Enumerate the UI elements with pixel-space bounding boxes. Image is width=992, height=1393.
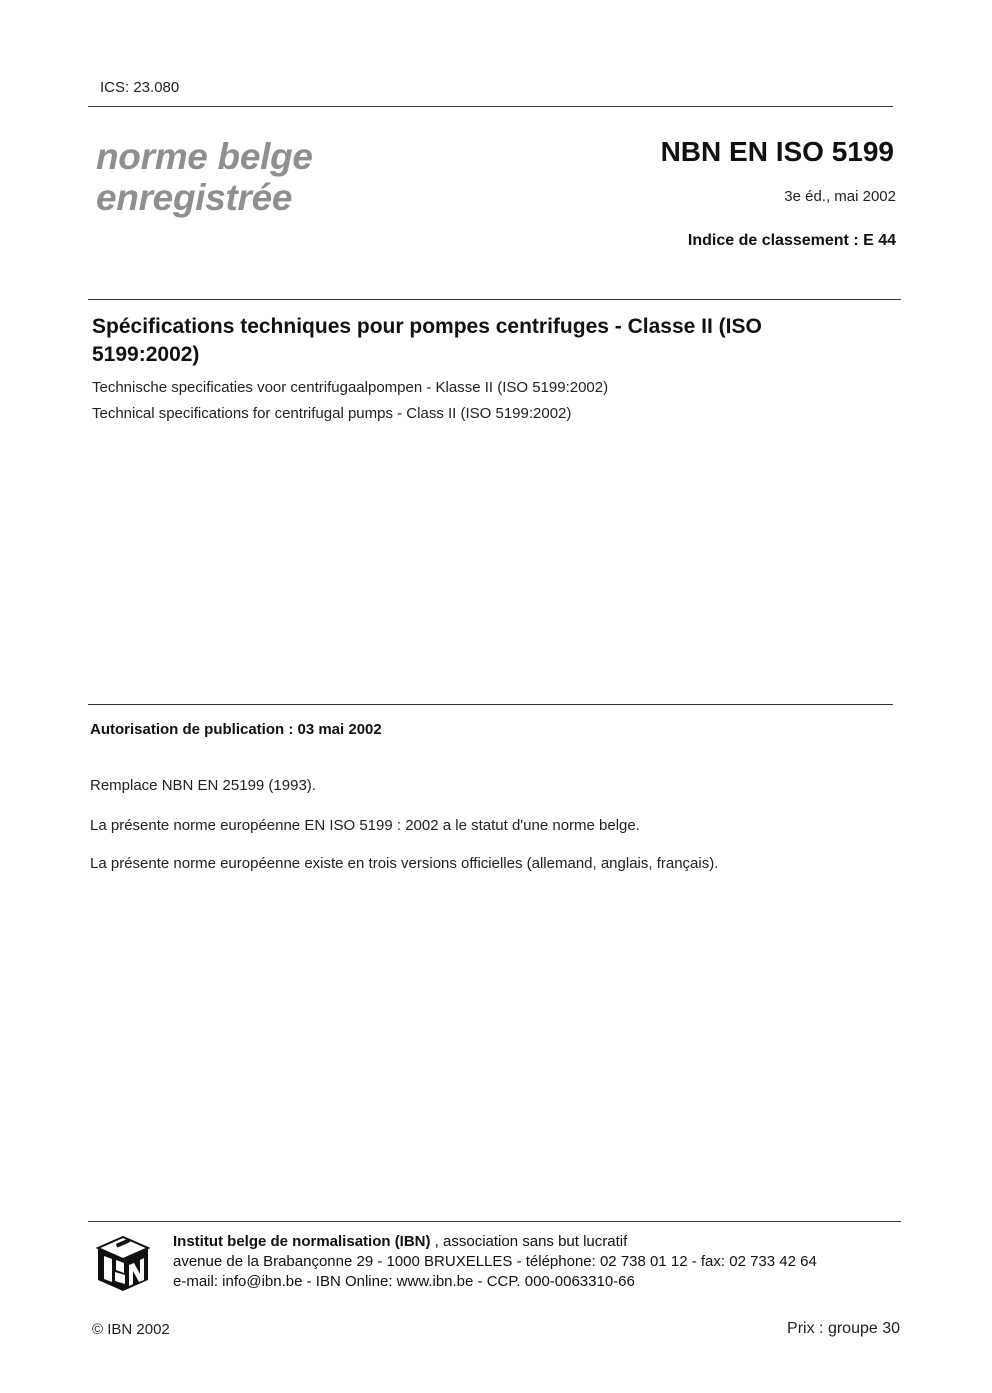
institute-address: avenue de la Brabançonne 29 - 1000 BRUXELLES - téléphone: 02 738 01 12 - fax: 02 733 42 64	[173, 1253, 817, 1270]
standard-number: NBN EN ISO 5199	[660, 136, 894, 167]
institute-name: Institut belge de normalisation (IBN)	[173, 1233, 431, 1250]
institute-contact: e-mail: info@ibn.be - IBN Online: www.ibn.be - CCP. 000-0063310-66	[173, 1273, 635, 1290]
publication-authorization: Autorisation de publication : 03 mai 2002	[90, 721, 382, 738]
header-divider	[88, 106, 893, 107]
footer-divider	[88, 1221, 901, 1222]
brand-title	[96, 136, 313, 218]
title-dutch: Technische specificaties voor centrifugaalpompen - Klasse II (ISO 5199:2002)	[92, 379, 609, 396]
classification-index: Indice de classement : E 44	[687, 232, 896, 249]
ics-code: ICS: 23.080	[100, 79, 180, 96]
ibn-logo-icon	[96, 1236, 150, 1292]
copyright: © IBN 2002	[92, 1321, 170, 1338]
versions-statement: La présente norme européenne existe en trois versions officielles (allemand, anglais, français).	[90, 855, 719, 872]
price-group: Prix : groupe 30	[787, 1320, 900, 1337]
body-divider	[88, 704, 893, 705]
institute-info	[173, 1232, 817, 1292]
status-statement: La présente norme européenne EN ISO 5199 : 2002 a le statut d'une norme belge.	[90, 817, 640, 834]
institute-suffix: , association sans but lucratif	[430, 1233, 628, 1250]
title-english: Technical specifications for centrifugal pumps - Class II (ISO 5199:2002)	[92, 405, 572, 422]
brand-line-2: enregistrée	[96, 177, 293, 218]
edition-date: 3e éd., mai 2002	[784, 188, 896, 205]
institute-line	[173, 1232, 817, 1252]
title-french: Spécifications techniques pour pompes centrifuges - Classe II (ISO 5199:2002)	[92, 315, 762, 366]
brand-line-1: norme belge	[96, 136, 313, 177]
title-divider	[88, 299, 901, 300]
replaces-statement: Remplace NBN EN 25199 (1993).	[90, 777, 316, 794]
